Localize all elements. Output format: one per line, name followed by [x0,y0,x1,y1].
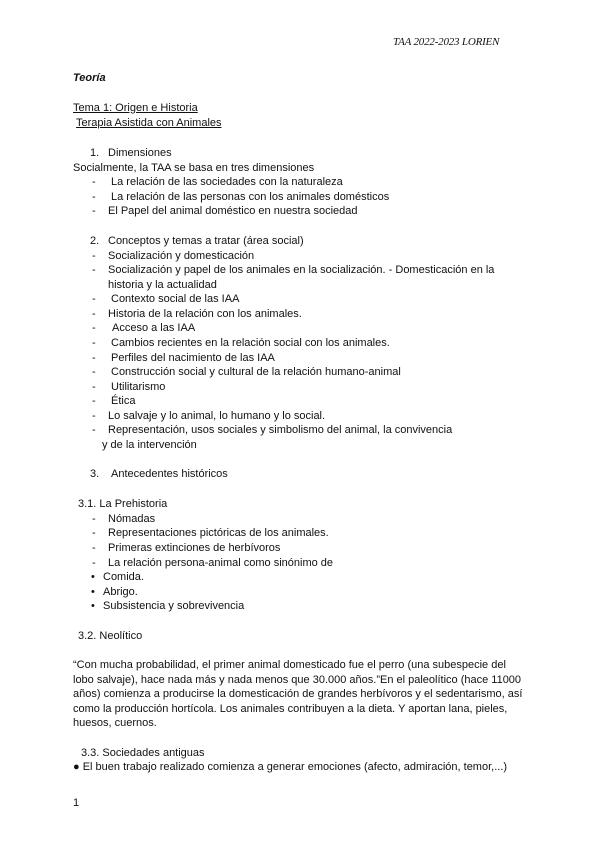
list-item: Socialización y domesticación [108,250,255,262]
section-title: Teoría [73,72,106,84]
dash-marker: - [92,352,96,364]
paragraph-line: años) comienza a producirse la domesticación de grandes herbívoros y el sedentarismo, así [73,688,523,700]
bullet-item: Comida. [103,571,144,583]
list-item: Perfiles del nacimiento de las IAA [111,352,275,364]
tema-subtitle: Terapia Asistida con Animales [76,117,222,129]
dash-marker: - [92,395,96,407]
bullet-marker: • [91,571,95,583]
tema-title: Tema 1: Origen e Historia [73,102,198,114]
paragraph-line: “Con mucha probabilidad, el primer animal domesticado fue el perro (una subespecie del [73,659,506,671]
s2-number: 2. [90,235,100,247]
list-item: Acceso a las IAA [112,322,196,334]
list-item: El Papel del animal doméstico en nuestra sociedad [108,205,358,217]
paragraph-line: como la producción hortícola. Los animales contribuyen a la dieta. Y aportan lana, pieles, [73,703,508,715]
s32-title: 3.2. Neolítico [78,630,143,642]
page-number: 1 [73,797,80,809]
dash-marker: - [92,381,96,393]
dash-marker: - [92,337,96,349]
list-item: Primeras extinciones de herbívoros [108,542,281,554]
dash-marker: - [92,250,96,262]
list-item: Lo salvaje y lo animal, lo humano y lo social. [108,410,326,422]
dash-marker: - [92,527,96,539]
bullet-item: Abrigo. [103,586,138,598]
bullet-item: Subsistencia y sobrevivencia [103,600,245,612]
dash-marker: - [92,410,96,422]
s2-title: Conceptos y temas a tratar (área social) [108,235,304,247]
list-item-continuation: historia y la actualidad [108,279,217,291]
paragraph-line: huesos, cuernos. [73,717,157,729]
s3-title: Antecedentes históricos [111,468,228,480]
list-item: Historia de la relación con los animales. [108,308,302,320]
paragraph-line: lobo salvaje), hace nada más y nada menos que 30.000 años.”En el paleolítico (hace 11000 [73,674,522,686]
list-item: Utilitarismo [111,381,166,393]
dash-marker: - [92,205,96,217]
dash-marker: - [92,542,96,554]
list-item-continuation: y de la intervención [102,439,197,451]
list-item: La relación de las sociedades con la naturaleza [111,176,343,188]
list-item: Representaciones pictóricas de los animales. [108,527,329,539]
list-item: Contexto social de las IAA [111,293,240,305]
list-item: Nómadas [108,513,156,525]
list-item: La relación de las personas con los animales domésticos [111,191,390,203]
dash-marker: - [92,293,96,305]
dash-marker: - [92,176,96,188]
s1-title: Dimensiones [108,147,172,159]
s33-title: 3.3. Sociedades antiguas [81,747,205,759]
list-item: La relación persona-animal como sinónimo de [108,557,334,569]
document-header: TAA 2022-2023 LORIEN [393,36,500,48]
s1-number: 1. [90,147,100,159]
dash-marker: - [92,513,96,525]
list-item: Cambios recientes en la relación social con los animales. [111,337,390,349]
bullet-marker: • [91,600,95,612]
dash-marker: - [92,322,96,334]
bullet-paragraph: ● El buen trabajo realizado comienza a generar emociones (afecto, admiración, temor,...) [73,761,508,773]
s31-title: 3.1. La Prehistoria [78,498,168,510]
list-item: Ética [111,395,136,407]
dash-marker: - [92,308,96,320]
list-item: Representación, usos sociales y simbolismo del animal, la convivencia [108,424,453,436]
list-item: Socialización y papel de los animales en la socialización. - Domesticación en la [108,264,495,276]
s3-number: 3. [90,468,100,480]
dash-marker: - [92,191,96,203]
bullet-marker: • [91,586,95,598]
dash-marker: - [92,424,96,436]
dash-marker: - [92,557,96,569]
list-item: Construcción social y cultural de la relación humano-animal [111,366,401,378]
dash-marker: - [92,264,96,276]
s1-intro: Socialmente, la TAA se basa en tres dimensiones [73,162,315,174]
dash-marker: - [92,366,96,378]
